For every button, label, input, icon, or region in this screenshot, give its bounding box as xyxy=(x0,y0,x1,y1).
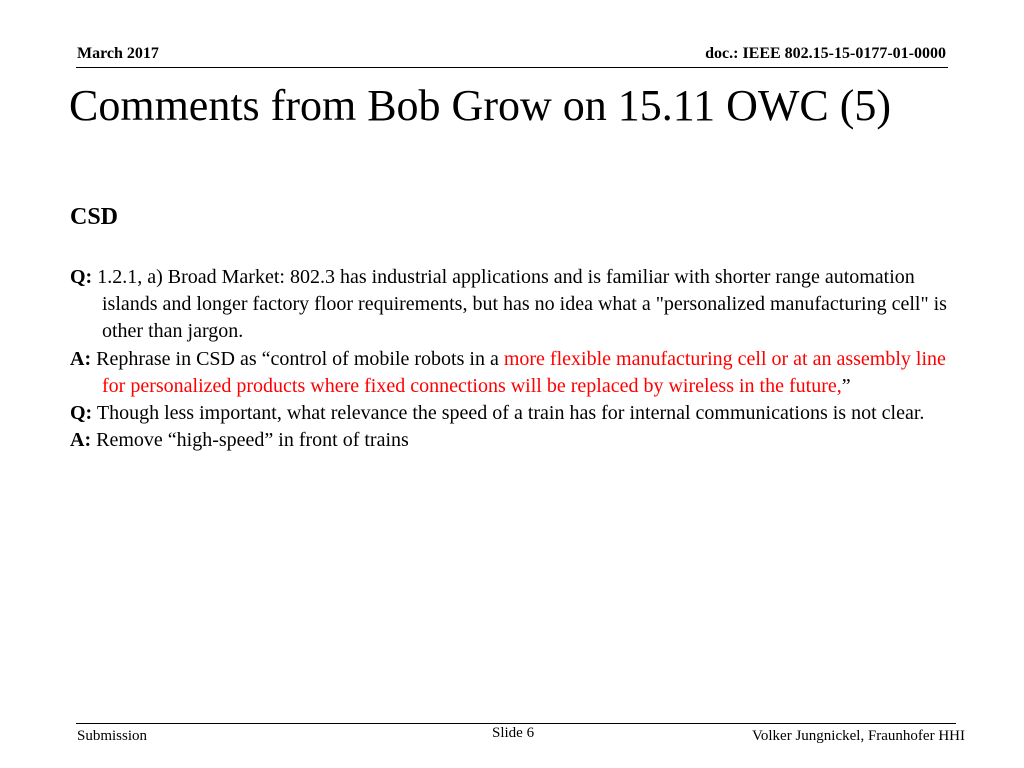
answer-2-lead: A: xyxy=(70,429,92,452)
question-1 xyxy=(70,264,970,346)
answer-1-highlight: more flexible manufacturing cell or at an assembly line for personalized products where fixed connections will be replaced by wireless in the future, xyxy=(102,347,946,397)
slide-title: Comments from Bob Grow on 15.11 OWC (5) xyxy=(69,81,892,130)
answer-2 xyxy=(70,427,970,454)
footer-author: Volker Jungnickel, Fraunhofer HHI xyxy=(751,728,965,744)
header-doc-id: doc.: IEEE 802.15-15-0177-01-0000 xyxy=(705,45,946,62)
question-1-text: 1.2.1, a) Broad Market: 802.3 has industrial applications and is familiar with shorter range automation islands and longer factory floor requirements, but has no idea what a "personalized manufacturing cell" is other than jargon. xyxy=(92,266,947,343)
question-2 xyxy=(70,400,970,427)
answer-2-text: Remove “high-speed” in front of trains xyxy=(91,429,409,452)
question-1-lead: Q: xyxy=(70,266,93,288)
section-heading: CSD xyxy=(70,204,119,230)
footer-divider xyxy=(76,723,956,724)
question-2-text: Though less important, what relevance the speed of a train has for internal communications is not clear. xyxy=(92,402,925,425)
answer-1-text-before: Rephrase in CSD as “control of mobile robots in a xyxy=(91,347,504,370)
answer-1-lead: A: xyxy=(70,347,92,370)
qa-body xyxy=(70,264,970,454)
header-date: March 2017 xyxy=(77,45,159,62)
question-2-lead: Q: xyxy=(70,402,93,425)
answer-1 xyxy=(70,346,970,400)
header-divider xyxy=(76,67,948,68)
answer-1-text-after: ” xyxy=(841,374,851,397)
footer-slide-number: Slide 6 xyxy=(492,725,535,741)
footer-submission: Submission xyxy=(77,728,148,744)
